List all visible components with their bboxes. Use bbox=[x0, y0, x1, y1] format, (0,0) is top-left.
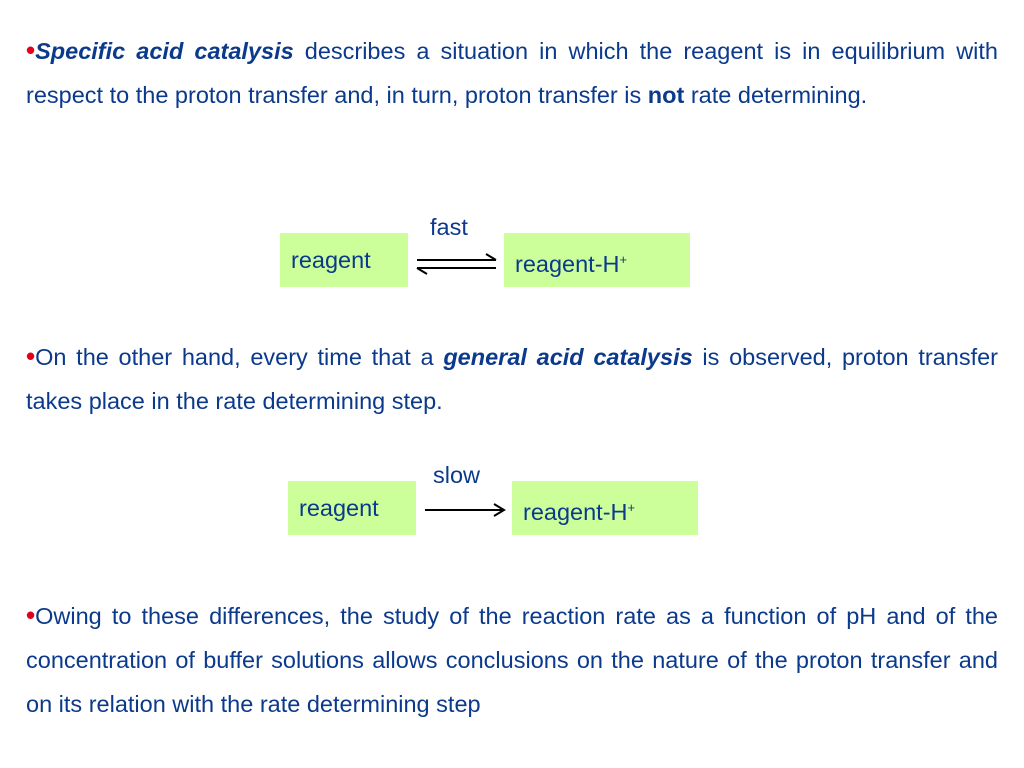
reagent-box: reagent bbox=[280, 233, 408, 287]
reagent-box: reagent bbox=[288, 481, 416, 535]
paragraph1-text-b: rate determining. bbox=[684, 82, 868, 108]
charge-plus: + bbox=[627, 500, 636, 515]
charge-plus: + bbox=[619, 252, 628, 267]
forward-arrow-icon bbox=[420, 500, 510, 520]
paragraph-specific-acid bbox=[26, 28, 998, 117]
term-specific-acid-catalysis: Specific acid catalysis bbox=[35, 38, 294, 64]
term-general-acid-catalysis: general acid catalysis bbox=[443, 344, 693, 370]
reagent-h-label: reagent-H bbox=[515, 251, 620, 277]
reagent-h-box bbox=[512, 481, 698, 535]
paragraph2-text-b: is observed, proton transfer takes place in the rate determining step. bbox=[26, 344, 998, 414]
equilibrium-arrow-icon bbox=[412, 250, 502, 278]
bullet-marker: • bbox=[26, 341, 36, 371]
reagent-h-label: reagent-H bbox=[523, 499, 628, 525]
arrow-label-slow: slow bbox=[433, 462, 481, 488]
paragraph-conclusion bbox=[26, 593, 998, 726]
emphasis-not: not bbox=[647, 82, 685, 108]
bullet-marker: • bbox=[26, 35, 36, 65]
paragraph2-text-a: On the other hand, every time that a bbox=[35, 344, 444, 370]
paragraph3-text: Owing to these differences, the study of the reaction rate as a function of pH and of the concentration of buffer solutions allows conclusions on the nature of the proton transfer and on its relation with the rate determining step bbox=[26, 603, 998, 717]
paragraph-general-acid bbox=[26, 334, 998, 423]
paragraph1-text-a: describes a situation in which the reagent is in equilibrium with respect to the proton transfer and, in turn, proton transfer is bbox=[26, 38, 998, 108]
arrow-label-fast: fast bbox=[430, 214, 468, 240]
reagent-h-box bbox=[504, 233, 690, 287]
bullet-marker: • bbox=[26, 600, 36, 630]
